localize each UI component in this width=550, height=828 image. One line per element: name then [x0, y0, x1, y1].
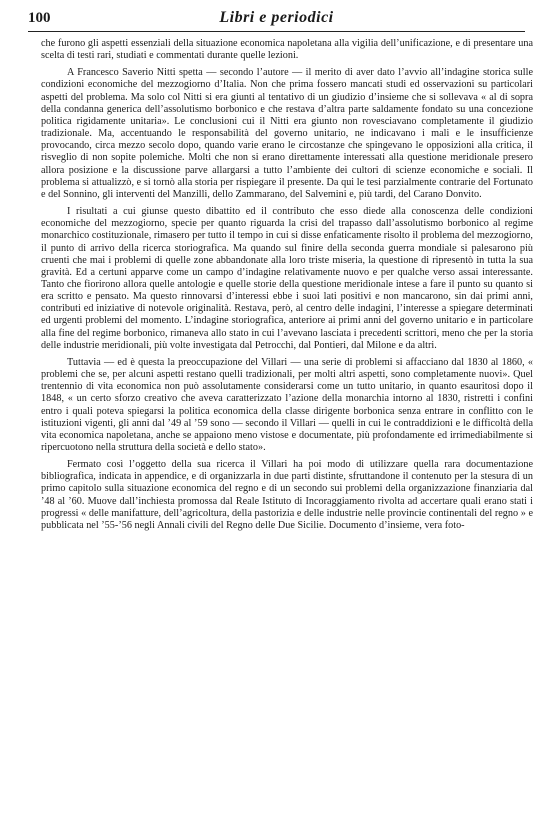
- page-number: 100: [28, 10, 51, 26]
- paragraph: che furono gli aspetti essenziali della situazione economica napoletana alla vigilia dell’unificazione, e di presentare una scelta di testi rari, studiati e commentati durante quelle lezioni.: [41, 38, 533, 62]
- paragraph: Fermato così l’oggetto della sua ricerca il Villari ha poi modo di utilizzare quella rara documentazione bibliografica, indicata in appendice, e di organizzarla in due parti distinte, sfruttandone il contenuto per la stesura di un primo capitolo sulla situazione economica del regno e di un secondo sui problemi della organizzazione finanziaria dal ’48 al ’60. Muove dall’inchiesta promossa dal Reale Istituto di Incoraggiamento rivolta ad accertare quali erano stati i progressi « delle manifatture, dell’agricoltura, della pastorizia e delle industrie nelle provincie continentali del regno » e pubblicata nel ’55-’56 negli Annali civili del Regno delle Due Sicilie. Documento d’insieme, vera foto-: [41, 459, 533, 531]
- page-header: [28, 8, 525, 30]
- paragraph: Tuttavia — ed è questa la preoccupazione del Villari — una serie di problemi si affacciano dal 1830 al 1860, « problemi che se, per alcuni aspetti restano quelli tradizionali, per molti altri aspetti, sono completamente nuovi». Quel trentennio di vita economica non può assolutamente considerarsi come un tutto unitario, in quanto esauritosi dopo il 1848, « un certo sforzo creativo che aveva caratterizzato l’azione della monarchia intorno al 1830, ristretti i confini entro i quali poteva spiegarsi la politica economica della classe dirigente borbonica senza entrare in conflitto con le istituzioni vigenti, gli anni dal ’49 al ’59 sono — secondo il Villari — quelli in cui le contraddizioni e le difficoltà della vita economica napoletana, anche se appaiono meno vistose e documentate, più profondamente ed irrimediabilmente si ripercuotono nella struttura della società e dello stato».: [41, 356, 533, 453]
- paragraph: I risultati a cui giunse questo dibattito ed il contributo che esso diede alla conoscenza delle condizioni economiche del mezzogiorno, specie per quanto riguarda la crisi del trapasso dall’assolutismo borbonico al regime monarchico costituzionale, rimasero per tutto il tempo in cui si disse enfaticamente risolto il problema del mezzogiorno, il punto di arrivo della ricerca storiografica. Ma quando sul finire della seconda guerra mondiale si palesarono più cruenti che mai i problemi di quelle zone abbandonate alla loro triste miseria, la questione di ripresentò in tutta la sua gravità. Ed a certuni apparve come un campo d’indagine relativamente nuovo e per qualche verso assai interessante. Tanto che fiorirono allora quelle antologie e quelle storie della questione meridionale intese a fare il punto su quanto si era scritto e pensato. Ma questo rinnovarsi d’interessi ebbe i suoi lati positivi e non mancarono, sin dai primi anni, contributi ed iniziative di notevole originalità. Restava, però, al centro delle indagini, l’interesse a spiegare determinati ed urgenti problemi del momento. L’indagine storiografica, anteriore ai primi anni del governo unitario e in particolare alla fine del regime borbonico, rimaneva allo stato in cui l’avevano lasciata i precedenti scrittori, meno che per la storia delle industrie meridionali, più volte investigata dal Petrocchi, dal Pontieri, dal Milone e da altri.: [41, 206, 533, 351]
- running-title: Libri e periodici: [219, 9, 334, 26]
- header-rule: [28, 31, 525, 32]
- paragraph: A Francesco Saverio Nitti spetta — secondo l’autore — il merito di aver dato l’avvio all’indagine storica sulle condizioni economiche del mezzogiorno d’Italia. Non che prima fossero mancati studi ed osservazioni su particolari aspetti del problema. Ma solo col Nitti si era giunti al tentativo di un giudizio d’insieme che si sollevava « al di sopra della condanna generica dell’assolutismo borbonico e che restava d’altra parte saldamente fondato su una concezione politica rigidamente unitaria». Le conclusioni cui il Nitti era giunto non rovesciavano completamente il giudizio tradizionale. Ma, accentuando le responsabilità del governo unitario, ne indicavano i mali e le insufficienze provocando, circa mezzo secolo dopo, quando varie erano le circostanze che spingevano le opposizioni alla critica, il risveglio di non sopite polemiche. Molti che non si erano direttamente interessati alla questione meridionale presero allora posizione e la discussione parve allargarsi a tutto l’ambiente dei cultori di scienze economiche e sociali. Il problema si attualizzò, e si tornò alla storia per rispiegare il presente. Da qui le tesi parzialmente contrarie del Fortunato e del Sonnino, gli interventi del Manzilli, dello Zammarano, del Salvemini e, più tardi, del Carano Donvito.: [41, 67, 533, 200]
- body-text: [41, 38, 533, 532]
